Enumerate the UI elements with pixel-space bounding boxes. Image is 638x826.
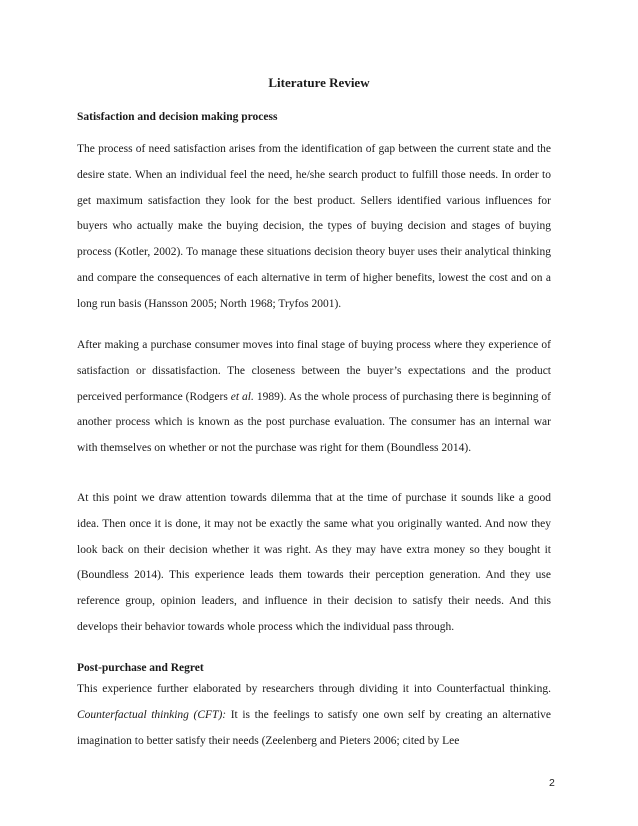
paragraph-post-purchase-evaluation: [77, 333, 551, 462]
cft-italic: Counterfactual thinking (CFT):: [77, 708, 227, 721]
section-heading-satisfaction: Satisfaction and decision making process: [77, 111, 278, 123]
section-heading-post-purchase-regret: Post-purchase and Regret: [77, 662, 204, 674]
paragraph-text: This experience further elaborated by researchers through dividing it into Counterfactual thinking.: [77, 683, 551, 695]
paragraph-text: It is the feelings to satisfy one own self by creating an alternative imagination to better satisfy their needs (Zeelenberg and Pieters 2006; cited by Lee: [77, 708, 552, 747]
et-al-italic: et al.: [230, 390, 254, 403]
page-title: Literature Review: [268, 75, 370, 90]
paragraph-need-satisfaction: The process of need satisfaction arises from the identification of gap between the current state and the desire state. When an individual feel the need, he/she search product to fulfill those needs. In order to get maximum satisfaction they look for the best product. Sellers identified various influences for buyers who actually make the buying decision, the types of buying decision and stages of buying process (Kotler, 2002). To manage these situations decision theory buyer uses their analytical thinking and compare the consequences of each alternative in term of higher benefits, lowest the cost and on a long run basis (Hansson 2005; North 1968; Tryfos 2001).: [77, 143, 551, 310]
page-number: 2: [549, 777, 555, 789]
paragraph-text: 1989). As the whole process of purchasing there is beginning of another process which is known as the post purchase evaluation. The consumer has an internal war with themselves on whether or not the purchase was right for them (Boundless 2014).: [77, 390, 552, 455]
paragraph-counterfactual: [77, 677, 551, 754]
paragraph-dilemma: At this point we draw attention towards dilemma that at the time of purchase it sounds like a good idea. Then once it is done, it may not be exactly the same what you originally wanted. And now they look back on their decision whether it was right. As they may have extra money so they bought it (Boundless 2014). This experience leads them towards their perception generation. And they use reference group, opinion leaders, and influence in their decision to satisfy their needs. And this develops their behavior towards whole process which the individual pass through.: [77, 492, 551, 633]
paragraph-text: After making a purchase consumer moves into final stage of buying process where they experience of satisfaction or dissatisfaction. The closeness between the buyer’s expectations and the product perceived performance (Rodgers: [77, 339, 551, 403]
